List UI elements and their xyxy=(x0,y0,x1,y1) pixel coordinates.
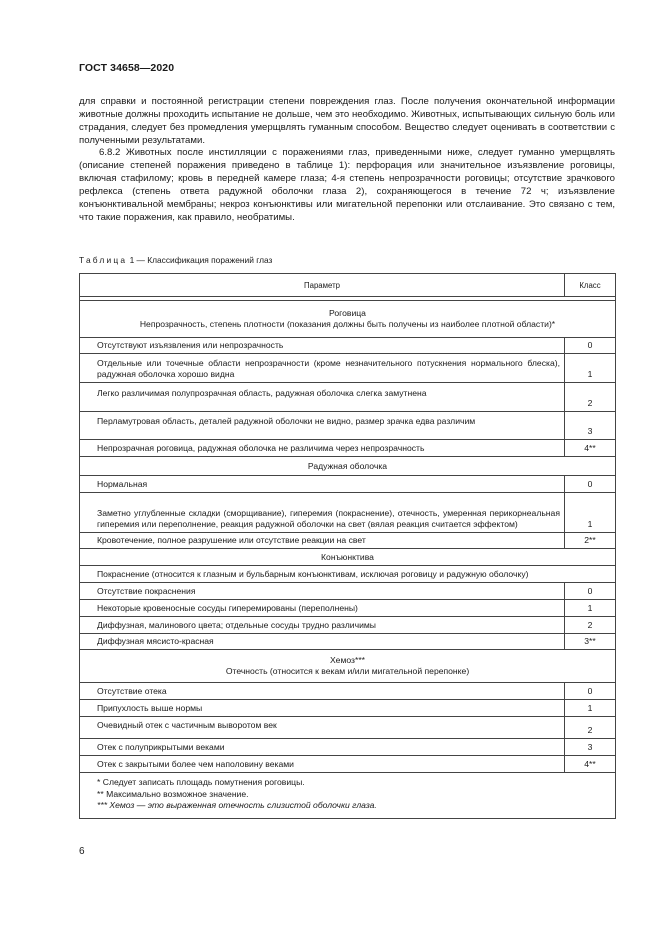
footnote-1: * Следует записать площадь помутнения роговицы. xyxy=(97,777,305,787)
row-parameter: Некоторые кровеносные сосуды гиперемированы (переполнены) xyxy=(97,603,358,613)
table-row xyxy=(80,634,616,650)
table-notes-row xyxy=(80,773,616,819)
row-parameter: Отсутствие отека xyxy=(97,686,167,696)
section-title: Радужная оболочка xyxy=(307,460,388,471)
row-class: 4** xyxy=(584,443,596,453)
row-parameter: Нормальная xyxy=(97,479,148,489)
table-row xyxy=(80,756,616,773)
table-row xyxy=(80,383,616,412)
table-row xyxy=(80,739,616,756)
row-class: 2 xyxy=(587,725,593,735)
section-title: Конъюнктива xyxy=(321,551,374,562)
row-parameter: Очевидный отек с частичным выворотом век xyxy=(97,720,277,730)
table-caption-word: Таблица xyxy=(79,255,128,265)
table-row xyxy=(80,566,616,583)
row-class: 3 xyxy=(587,426,593,436)
row-parameter: Непрозрачная роговица, радужная оболочка не различима через непрозрачность xyxy=(97,443,425,453)
row-parameter: Заметно углубленные складки (сморщивание), гиперемия (покраснение), отечность, умеренная перикорнеальная гиперемия или переполнение, реакция радужной оболочки на свет (вялая реакция считается эффектом) xyxy=(97,508,560,529)
table-row xyxy=(80,700,616,717)
row-class: 1 xyxy=(587,603,593,613)
footnote-3: *** Хемоз — это выраженная отечность слизистой оболочки глаза. xyxy=(97,800,377,810)
footnote-2: ** Максимально возможное значение. xyxy=(97,788,249,799)
row-class: 0 xyxy=(587,586,593,596)
table-row xyxy=(80,412,616,440)
row-class: 2** xyxy=(584,535,596,545)
row-parameter: Отдельные или точечные области непрозрачности (кроме незначительного потускнения нормального блеска), радужная оболочка хорошо видна xyxy=(97,358,560,379)
row-parameter: Отсутствие покраснения xyxy=(97,586,196,596)
table-caption-title: 1 — Классификация поражений глаз xyxy=(127,255,273,265)
table-caption xyxy=(79,255,272,265)
row-parameter: Покраснение (относится к глазным и бульбарным конъюнктивам, исключая роговицу и радужную оболочку) xyxy=(97,569,529,579)
table-row xyxy=(80,493,616,533)
section-iris xyxy=(80,457,616,476)
section-conjunctiva xyxy=(80,549,616,566)
row-class: 1 xyxy=(587,369,593,379)
table-row xyxy=(80,440,616,457)
eye-lesion-classification-table xyxy=(79,273,616,819)
table-row xyxy=(80,338,616,354)
row-class: 0 xyxy=(587,479,593,489)
row-parameter: Легко различимая полупрозрачная область, радужная оболочка слегка замутнена xyxy=(97,388,427,398)
section-title: Роговица xyxy=(329,308,366,318)
row-parameter: Отек с полуприкрытыми веками xyxy=(97,742,225,752)
section-subtitle: Непрозрачность, степень плотности (показания должны быть получены из наиболее плотной области)* xyxy=(139,319,556,329)
row-parameter: Отек с закрытыми более чем наполовину веками xyxy=(97,759,294,769)
row-parameter: Диффузная мясисто-красная xyxy=(97,636,214,646)
table-row xyxy=(80,600,616,617)
row-parameter: Припухлость выше нормы xyxy=(97,703,203,713)
column-header-parameter: Параметр xyxy=(80,274,565,297)
row-class: 2 xyxy=(587,398,593,408)
row-class: 3 xyxy=(587,742,593,752)
section-title: Хемоз*** xyxy=(329,655,366,665)
document-number-header: ГОСТ 34658—2020 xyxy=(79,62,175,74)
row-class: 0 xyxy=(587,686,593,696)
row-class: 2 xyxy=(587,620,593,630)
row-class: 1 xyxy=(587,703,593,713)
row-class: 3** xyxy=(584,636,596,646)
column-header-class: Класс xyxy=(565,274,616,297)
row-parameter: Кровотечение, полное разрушение или отсутствие реакции на свет xyxy=(97,535,366,545)
page-number: 6 xyxy=(79,846,85,857)
table-header-row xyxy=(80,274,616,297)
table-row xyxy=(80,683,616,700)
paragraph-continuation: для справки и постоянной регистрации степени повреждения глаз. После получения окончательной информации животные должны проходить испытание не дольше, чем это необходимо. Животных, испытывающих сильную боль или страдания, следует без промедления умерщвлять гуманным способом. Вещество следует оценивать в соответствии с полученными результатами. xyxy=(79,96,615,146)
section-cornea xyxy=(80,301,616,338)
row-class: 1 xyxy=(587,519,593,529)
table-row xyxy=(80,476,616,493)
row-class: 0 xyxy=(587,340,593,350)
table-row xyxy=(80,617,616,634)
table-row xyxy=(80,533,616,549)
paragraph-6-8-2: 6.8.2 Животных после инстилляции с поражениями глаз, приведенными ниже, следует гуманно умерщвлять (описание степеней поражения приведено в таблице 1): перфорация или значительное изъязвление роговицы, включая стафилому; кровь в передней камере глаза; 4-я степень непрозрачности роговицы; отсутствие зрачкового рефлекса (степень ответа радужной оболочки глаза 2), сохраняющегося в течение 72 ч; изъязвление конъюнктивальной мембраны; некроз конъюнктивы или мигательной перепонки или отслаивание. Это связано с тем, что такие поражения, как правило, необратимы. xyxy=(79,147,615,223)
row-parameter: Перламутровая область, деталей радужной оболочки не видно, размер зрачка едва различим xyxy=(97,416,476,426)
table-row xyxy=(80,354,616,383)
table-row xyxy=(80,717,616,739)
row-parameter: Отсутствуют изъязвления или непрозрачность xyxy=(97,340,284,350)
table-row xyxy=(80,583,616,600)
row-class: 4** xyxy=(584,759,596,769)
section-subtitle: Отечность (относится к векам и/или мигательной перепонке) xyxy=(225,666,470,676)
row-parameter: Диффузная, малинового цвета; отдельные сосуды трудно различимы xyxy=(97,620,376,630)
section-chemosis xyxy=(80,650,616,683)
